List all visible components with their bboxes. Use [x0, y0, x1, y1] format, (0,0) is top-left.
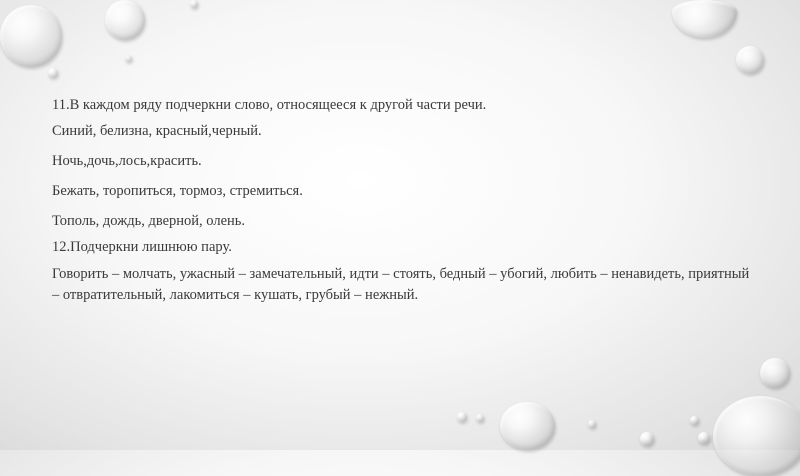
water-drop-decoration: [476, 414, 484, 422]
water-drop-decoration: [713, 396, 800, 476]
water-drop-decoration: [457, 412, 467, 422]
water-drop-decoration: [105, 0, 145, 40]
water-drop-decoration: [698, 432, 710, 444]
exercise-row-4: Тополь, дождь, дверной, олень.: [52, 213, 246, 229]
exercise-row-2: Ночь,дочь,лось,красить.: [52, 153, 202, 169]
word-pairs-paragraph: Говорить – молчать, ужасный – замечательный, идти – стоять, бедный – убогий, любить – ненавидеть, приятный – отвратительный, лакомиться – кушать, грубый – нежный.: [52, 266, 750, 303]
slide-body: [52, 96, 752, 318]
water-drop-decoration: [640, 432, 654, 446]
water-drop-decoration: [588, 420, 596, 428]
water-drop-decoration: [672, 0, 737, 38]
exercise-row-3: Бежать, торопиться, тормоз, стремиться.: [52, 183, 303, 199]
exercise-row-1: Синий, белизна, красный,черный.: [52, 123, 262, 139]
task-12-heading: 12.Подчеркни лишнюю пару.: [52, 239, 232, 255]
water-drop-decoration: [690, 416, 699, 425]
task-11-heading: 11.В каждом ряду подчеркни слово, относящееся к другой части речи.: [52, 97, 487, 113]
water-drop-decoration: [125, 55, 132, 62]
water-drop-decoration: [48, 68, 58, 78]
water-drop-decoration: [736, 46, 764, 74]
water-drop-decoration: [190, 0, 198, 8]
water-drop-decoration: [0, 5, 62, 67]
water-drop-decoration: [500, 402, 555, 450]
water-drop-decoration: [760, 358, 790, 388]
